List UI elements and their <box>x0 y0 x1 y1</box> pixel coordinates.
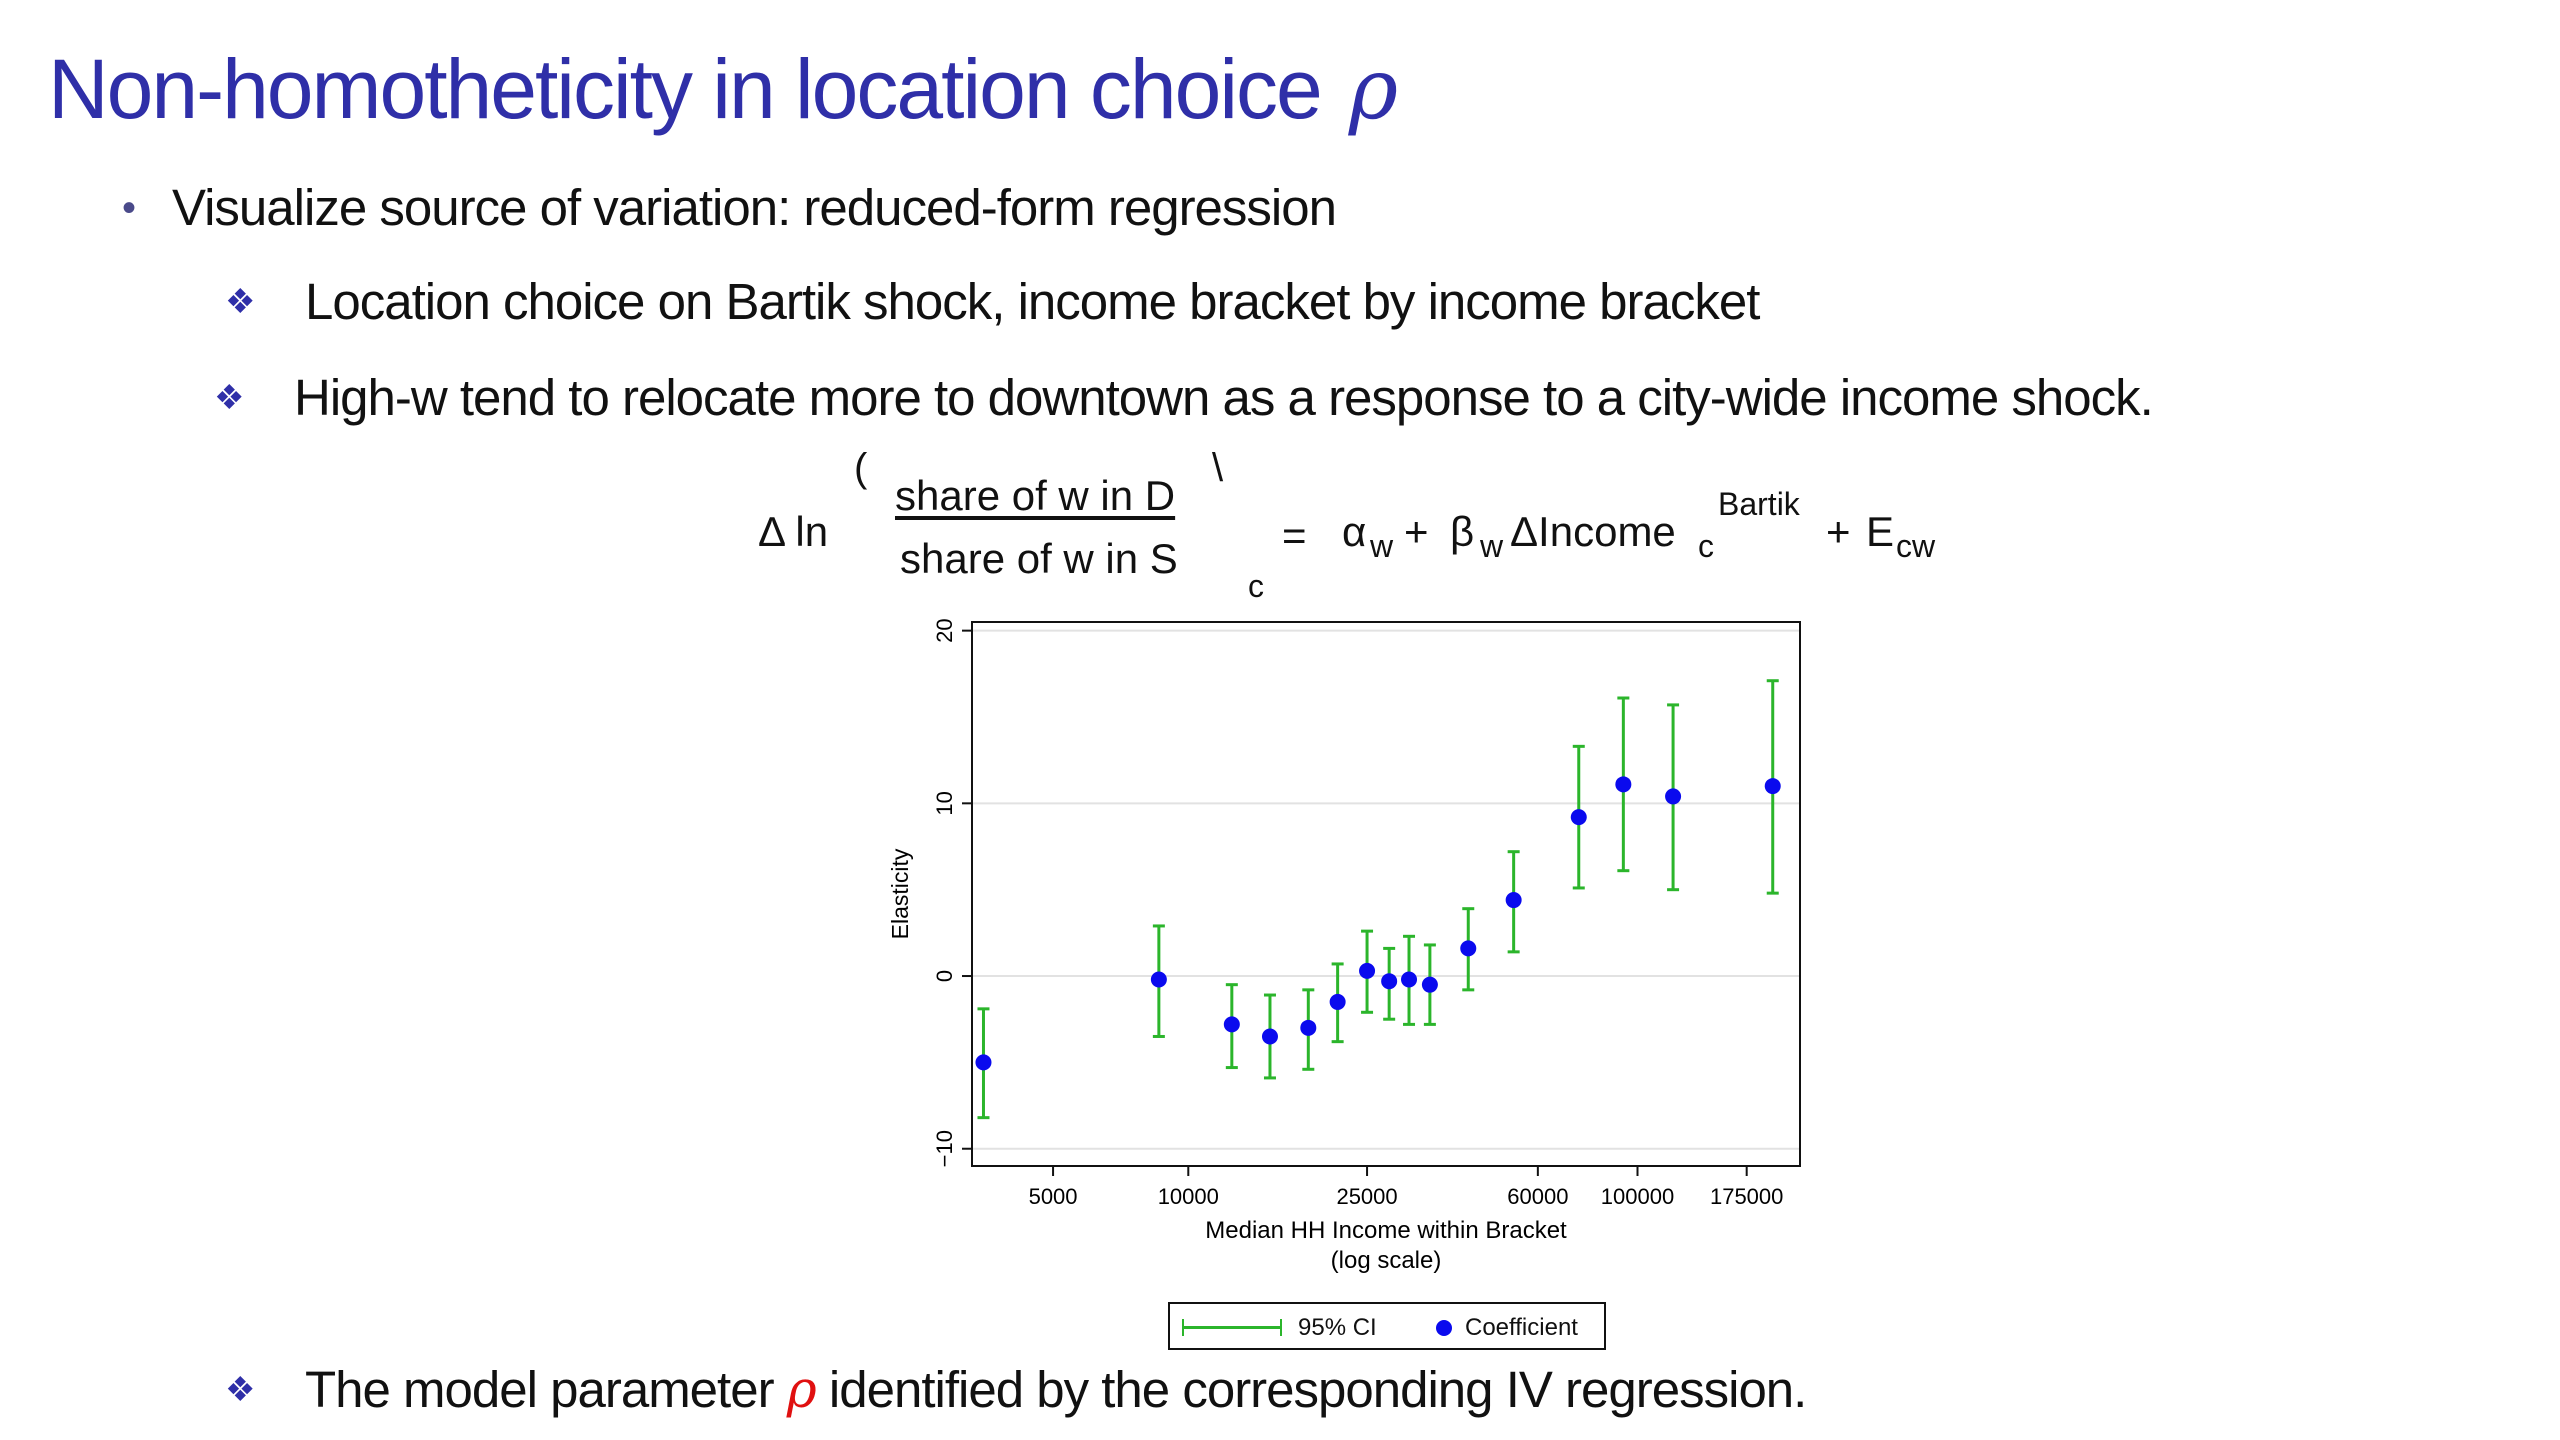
point-layer <box>975 776 1780 1070</box>
eq-subscript-c: c <box>1248 568 1264 604</box>
slide-title <box>48 40 1396 138</box>
chart-legend <box>1168 1302 1606 1350</box>
coefficient-point <box>1615 776 1631 792</box>
coefficient-point <box>1571 809 1587 825</box>
coefficient-point <box>1262 1028 1278 1044</box>
x-tick-label: 10000 <box>1157 1184 1219 1209</box>
diamond-bullet-icon: ❖ <box>214 379 244 417</box>
x-axis-label-note: (log scale) <box>1330 1247 1442 1274</box>
legend-coefficient-label: Coefficient <box>1465 1314 1578 1341</box>
coefficient-point <box>1224 1016 1240 1032</box>
title-rho-symbol: ρ <box>1348 40 1397 138</box>
eq-income-term: ΔIncome <box>1510 508 1676 555</box>
diamond-bullet-icon: ❖ <box>225 283 255 321</box>
bullet-text: Visualize source of variation: reduced-form regression <box>172 179 1336 236</box>
sub-bullet-text: Location choice on Bartik shock, income bracket by income bracket <box>305 273 1760 330</box>
y-axis-label: Elasticity <box>887 848 913 940</box>
x-axis-label: Median HH Income within Bracket <box>1205 1217 1567 1244</box>
coefficient-point <box>1151 971 1167 987</box>
sub-bullet-text-pre: The model parameter <box>305 1361 774 1418</box>
x-tick-label: 25000 <box>1336 1184 1398 1209</box>
bullet-dot-icon: • <box>122 186 136 230</box>
y-tick-label: −10 <box>932 1130 957 1168</box>
legend-ci-label: 95% CI <box>1298 1314 1377 1341</box>
coefficient-point <box>975 1054 991 1070</box>
eq-alpha-sub: w <box>1370 528 1394 564</box>
y-tick-label: 20 <box>932 618 957 643</box>
eq-close-paren: \ <box>1212 446 1224 490</box>
eq-income-sub: c <box>1698 528 1714 564</box>
x-tick-label: 175000 <box>1709 1184 1784 1209</box>
sub-bullet-model-parameter <box>225 1360 1807 1420</box>
eq-equals: = <box>1282 512 1307 559</box>
sub-bullet-text-post: identified by the corresponding IV regression. <box>828 1361 1807 1418</box>
coefficient-point <box>1765 778 1781 794</box>
y-tick-label: 10 <box>932 791 957 816</box>
eq-beta: β <box>1450 508 1475 555</box>
coefficient-point <box>1422 977 1438 993</box>
eq-plus-2: + <box>1826 508 1851 555</box>
legend-ci-swatch <box>1182 1326 1282 1329</box>
title-text: Non-homotheticity in location choice <box>48 42 1321 136</box>
eq-open-paren: ( <box>854 446 868 490</box>
eq-numerator: share of w in D <box>895 472 1176 519</box>
diamond-bullet-icon: ❖ <box>225 1371 255 1409</box>
coefficient-point <box>1401 971 1417 987</box>
x-tick-label: 5000 <box>1028 1184 1078 1209</box>
sub-bullet-location-choice <box>225 272 1760 331</box>
eq-error-sub: cw <box>1896 528 1936 564</box>
eq-alpha: α <box>1342 508 1367 555</box>
eq-income-sup: Bartik <box>1718 486 1800 522</box>
coefficient-point <box>1330 994 1346 1010</box>
eq-beta-sub: w <box>1480 528 1504 564</box>
coefficient-point <box>1665 788 1681 804</box>
eq-denominator: share of w in S <box>900 535 1178 582</box>
x-tick-label: 100000 <box>1600 1184 1675 1209</box>
ci-layer <box>977 681 1778 1118</box>
eq-plus-1: + <box>1404 508 1429 555</box>
coefficient-point <box>1381 973 1397 989</box>
x-tick-label: 60000 <box>1507 1184 1569 1209</box>
y-tick-label: 0 <box>932 969 957 983</box>
coefficient-point <box>1506 892 1522 908</box>
eq-delta-ln: Δ ln <box>758 508 829 555</box>
elasticity-chart <box>880 610 1840 1290</box>
bullet-visualize <box>122 178 1336 237</box>
sub-bullet-text: High-w tend to relocate more to downtown as a response to a city-wide income shock. <box>294 369 2153 426</box>
coefficient-point <box>1460 940 1476 956</box>
axis-layer <box>932 618 1783 1209</box>
rho-symbol: ρ <box>786 1361 816 1420</box>
coefficient-point <box>1300 1020 1316 1036</box>
sub-bullet-high-w <box>214 368 2153 427</box>
eq-error: E <box>1866 508 1895 555</box>
coefficient-point <box>1359 963 1375 979</box>
legend-coefficient-swatch <box>1436 1320 1452 1336</box>
